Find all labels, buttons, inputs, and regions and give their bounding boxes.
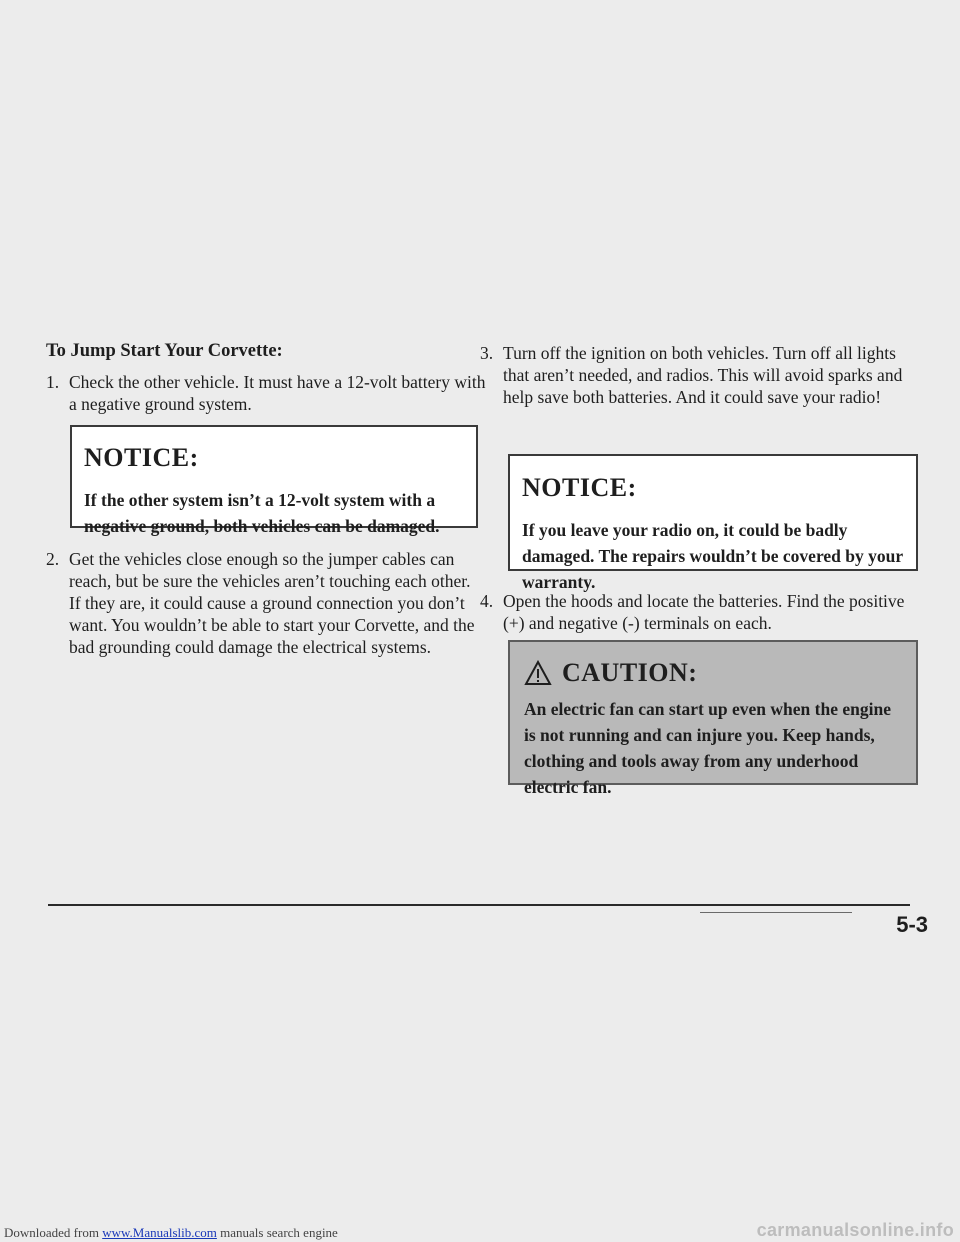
left-column [46,340,486,427]
notice-title: NOTICE: [84,443,199,472]
footer-rule-thin [700,912,852,913]
section-heading: To Jump Start Your Corvette: [46,341,283,361]
step-number: 1. [46,372,60,392]
notice-box-right [508,454,918,592]
step-3 [480,342,920,408]
footer-rule [48,904,910,906]
step-text: Get the vehicles close enough so the jumper cables can reach, but be sure the vehicles aren’t touching each other. If they are, it could cause a ground connection you don’t want. You wouldn’t be able to start your Corvette, and the bad grounding could damage the electrical systems. [69,549,475,657]
step-number: 2. [46,549,60,569]
caution-header [524,658,906,688]
right-column [480,342,920,420]
step-1 [46,371,486,415]
step-number: 4. [480,591,494,611]
warning-triangle-icon [524,660,552,686]
step-number: 3. [480,343,494,363]
caution-title: CAUTION: [562,658,698,687]
page-number: 5-3 [896,912,928,937]
step-4 [480,590,920,634]
left-column-lower [46,548,486,670]
step-text: Check the other vehicle. It must have a 12-volt battery with a negative ground system. [69,372,486,414]
caution-box [508,640,918,797]
watermark: carmanualsonline.info [756,1220,954,1240]
download-prefix: Downloaded from [4,1225,103,1240]
download-banner [4,1225,338,1241]
notice-box-left [70,425,478,536]
step-text: Open the hoods and locate the batteries. Find the positive (+) and negative (-) terminals on each. [503,591,905,633]
notice-body: If the other system isn’t a 12-volt system with a negative ground, both vehicles can be damaged. [84,490,440,536]
download-suffix: manuals search engine [216,1225,338,1240]
manualslib-link[interactable]: www.Manualslib.com [102,1225,217,1240]
step-2 [46,548,486,658]
step-text: Turn off the ignition on both vehicles. Turn off all lights that aren’t needed, and radios. This will avoid sparks and help save both batteries. And it could save your radio! [503,343,903,407]
right-column-lower [480,590,920,646]
caution-body: An electric fan can start up even when the engine is not running and can injure you. Keep hands, clothing and tools away from any underhood electric fan. [524,699,891,797]
notice-title: NOTICE: [522,473,637,502]
notice-body: If you leave your radio on, it could be badly damaged. The repairs wouldn’t be covered by your warranty. [522,520,903,592]
